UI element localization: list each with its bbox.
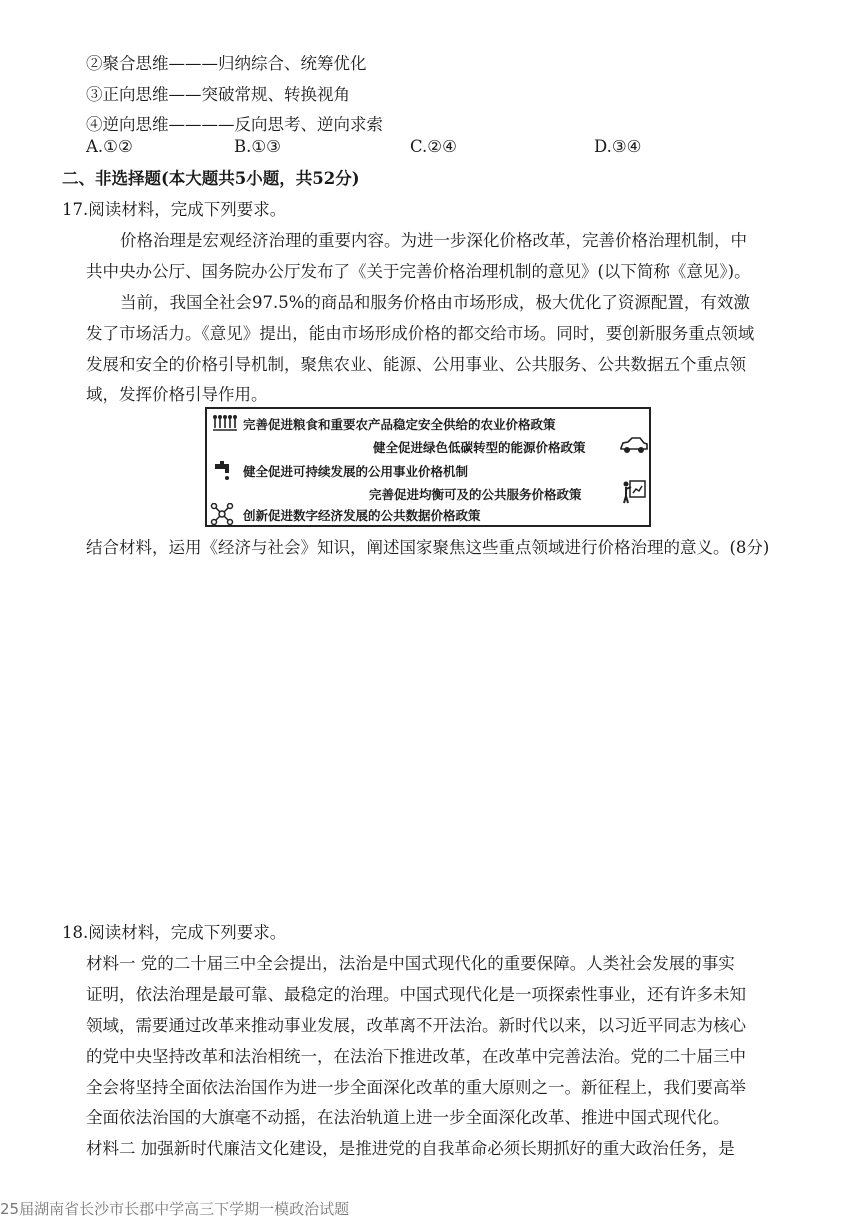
policy-utilities: 健全促进可持续发展的公用事业价格机制: [243, 464, 469, 479]
policy-agriculture: 完善促进粮食和重要农产品稳定安全供给的农业价格政策: [243, 417, 556, 432]
page-footer: 25届湖南省长沙市长郡中学高三下学期一模政治试题: [0, 1200, 350, 1218]
q18-material1-line4: 的党中央坚持改革和法治相统一，在法治下推进改革，在改革中完善法治。党的二十届三中: [86, 1047, 746, 1066]
option-item-4: ④逆向思维————反向思考、逆向求索: [86, 115, 383, 134]
q18-material1-line6: 全面依法治国的大旗毫不动摇，在法治轨道上进一步全面深化改革、推进中国式现代化。: [86, 1108, 730, 1127]
policy-public-service: 完善促进均衡可及的公共服务价格政策: [369, 487, 582, 502]
choice-a: A.①②: [86, 137, 133, 156]
q17-para2-line1: 当前，我国全社会97.5%的商品和服务价格由市场形成，极大优化了资源配置，有效激: [120, 293, 750, 312]
choice-b: B.①③: [234, 137, 281, 156]
q18-material1-line2: 证明，依法治理是最可靠、最稳定的治理。中国式现代化是一项探索性事业，还有许多未知: [86, 985, 746, 1004]
q18-title: 18.阅读材料，完成下列要求。: [62, 923, 287, 942]
q18-material1-line1: 材料一 党的二十届三中全会提出，法治是中国式现代化的重要保障。人类社会发展的事实: [86, 954, 735, 973]
policy-energy: 健全促进绿色低碳转型的能源价格政策: [373, 440, 586, 455]
q17-para2-line2: 发了市场活力。《意见》提出，能由市场形成价格的都交给市场。同时，要创新服务重点领域: [86, 324, 755, 343]
section-heading: 二、非选择题(本大题共5小题，共52分): [62, 169, 360, 188]
faucet-icon: [213, 461, 235, 481]
q17-title: 17.阅读材料，完成下列要求。: [62, 200, 287, 219]
wheat-icon: [212, 414, 238, 432]
network-icon: [210, 503, 234, 525]
q17-para2-line3: 发展和安全的价格引导机制，聚焦农业、能源、公用事业、公共服务、公共数据五个重点领: [86, 355, 746, 374]
option-item-3: ③正向思维——突破常规、转换视角: [86, 85, 350, 104]
q18-material2-line1: 材料二 加强新时代廉洁文化建设，是推进党的自我革命必须长期抓好的重大政治任务，是: [86, 1139, 735, 1158]
car-icon: [619, 435, 649, 455]
teacher-icon: [621, 478, 647, 504]
q18-material1-line5: 全会将坚持全面依法治国作为进一步全面深化改革的重大原则之一。新征程上，我们要高举: [86, 1078, 746, 1097]
policy-box: [205, 407, 651, 527]
answer-choices: [86, 137, 786, 161]
choice-d: D.③④: [594, 137, 642, 156]
q18-material1-line3: 领域，需要通过改革来推动事业发展，改革离不开法治。新时代以来，以习近平同志为核心: [86, 1016, 746, 1035]
choice-c: C.②④: [410, 137, 457, 156]
policy-public-data: 创新促进数字经济发展的公共数据价格政策: [243, 508, 481, 523]
q17-task: 结合材料，运用《经济与社会》知识，阐述国家聚焦这些重点领域进行价格治理的意义。(8分): [86, 538, 770, 557]
q17-para1-line2: 共中央办公厅、国务院办公厅发布了《关于完善价格治理机制的意见》(以下简称《意见》)。: [86, 262, 751, 281]
q17-para2-line4: 域，发挥价格引导作用。: [86, 385, 268, 404]
q17-para1-line1: 价格治理是宏观经济治理的重要内容。为进一步深化价格改革，完善价格治理机制，中: [120, 231, 747, 250]
option-item-2: ②聚合思维———归纳综合、统筹优化: [86, 54, 367, 73]
